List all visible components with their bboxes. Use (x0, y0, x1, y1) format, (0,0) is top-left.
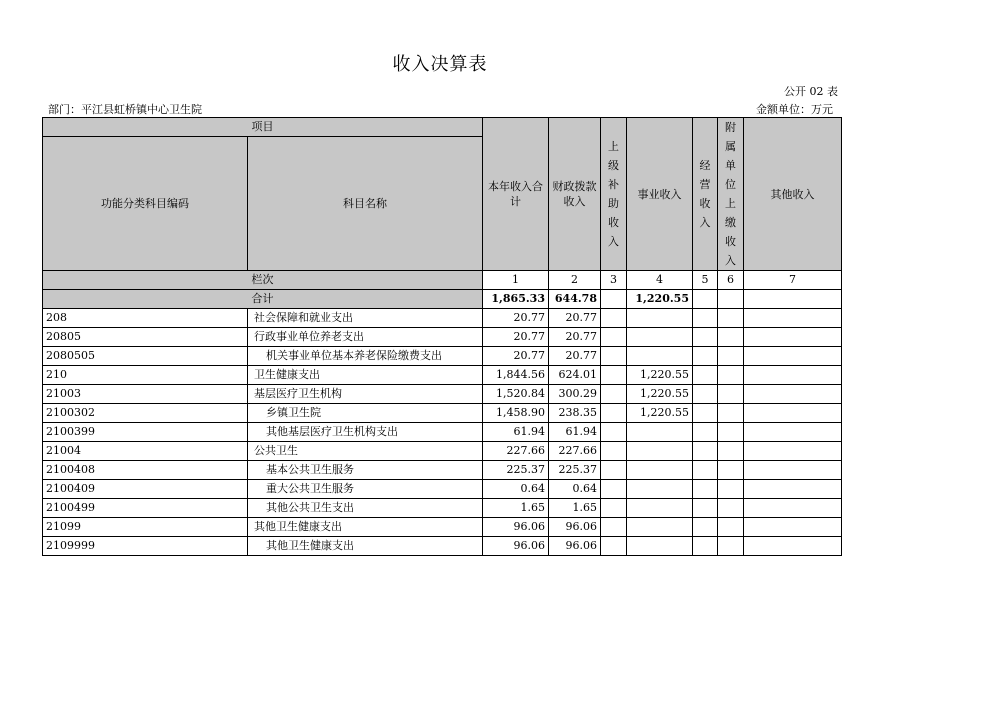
row-superior (601, 366, 627, 385)
row-superior (601, 404, 627, 423)
row-operating (693, 442, 718, 461)
row-code: 21099 (43, 518, 248, 537)
col-number: 2 (549, 271, 601, 290)
row-total: 61.94 (483, 423, 549, 442)
row-subject-name: 其他卫生健康支出 (248, 537, 483, 556)
row-affiliated (718, 423, 744, 442)
row-operating (693, 309, 718, 328)
row-operating (693, 385, 718, 404)
sum-total: 1,865.33 (483, 290, 549, 309)
row-code: 2100409 (43, 480, 248, 499)
row-affiliated (718, 461, 744, 480)
row-other (744, 328, 842, 347)
table-row (43, 499, 842, 518)
row-subject-name: 卫生健康支出 (248, 366, 483, 385)
row-affiliated (718, 328, 744, 347)
row-affiliated (718, 347, 744, 366)
row-code: 210 (43, 366, 248, 385)
row-superior (601, 309, 627, 328)
row-code: 2100408 (43, 461, 248, 480)
row-business: 1,220.55 (627, 385, 693, 404)
row-subject-name: 公共卫生 (248, 442, 483, 461)
sum-label: 合计 (43, 290, 483, 309)
row-fiscal: 20.77 (549, 328, 601, 347)
table-row (43, 328, 842, 347)
row-other (744, 461, 842, 480)
header-superior: 上级补助收入 (601, 118, 627, 271)
row-fiscal: 96.06 (549, 537, 601, 556)
row-operating (693, 347, 718, 366)
row-superior (601, 385, 627, 404)
sum-operating (693, 290, 718, 309)
row-fiscal: 624.01 (549, 366, 601, 385)
row-affiliated (718, 366, 744, 385)
row-other (744, 499, 842, 518)
row-total: 20.77 (483, 328, 549, 347)
row-other (744, 423, 842, 442)
row-business (627, 518, 693, 537)
row-other (744, 518, 842, 537)
header-operating: 经营收入 (693, 118, 718, 271)
row-code: 2100302 (43, 404, 248, 423)
row-total: 1,844.56 (483, 366, 549, 385)
row-fiscal: 238.35 (549, 404, 601, 423)
row-subject-name: 乡镇卫生院 (248, 404, 483, 423)
row-other (744, 366, 842, 385)
row-subject-name: 基本公共卫生服务 (248, 461, 483, 480)
row-superior (601, 423, 627, 442)
row-business: 1,220.55 (627, 404, 693, 423)
col-number: 1 (483, 271, 549, 290)
row-other (744, 309, 842, 328)
amount-unit-label: 金额单位：万元 (756, 103, 833, 116)
table-row (43, 461, 842, 480)
row-fiscal: 20.77 (549, 309, 601, 328)
table-row (43, 404, 842, 423)
row-affiliated (718, 404, 744, 423)
table-row (43, 537, 842, 556)
row-business (627, 461, 693, 480)
header-total: 本年收入合计 (483, 118, 549, 271)
row-code: 2100499 (43, 499, 248, 518)
row-operating (693, 461, 718, 480)
row-superior (601, 499, 627, 518)
table-row (43, 347, 842, 366)
row-code: 2109999 (43, 537, 248, 556)
table-row (43, 442, 842, 461)
header-func-code: 功能分类科目编码 (43, 137, 248, 271)
department-label: 部门：平江县虹桥镇中心卫生院 (48, 103, 202, 116)
row-affiliated (718, 480, 744, 499)
row-fiscal: 61.94 (549, 423, 601, 442)
col-number: 3 (601, 271, 627, 290)
row-code: 2100399 (43, 423, 248, 442)
row-fiscal: 0.64 (549, 480, 601, 499)
row-total: 1.65 (483, 499, 549, 518)
row-total: 1,520.84 (483, 385, 549, 404)
row-business (627, 537, 693, 556)
row-affiliated (718, 537, 744, 556)
row-fiscal: 225.37 (549, 461, 601, 480)
row-total: 227.66 (483, 442, 549, 461)
header-business: 事业收入 (627, 118, 693, 271)
row-subject-name: 其他公共卫生支出 (248, 499, 483, 518)
row-operating (693, 537, 718, 556)
row-business (627, 309, 693, 328)
table-row (43, 309, 842, 328)
header-other: 其他收入 (744, 118, 842, 271)
row-total: 20.77 (483, 309, 549, 328)
row-total: 20.77 (483, 347, 549, 366)
row-superior (601, 442, 627, 461)
row-operating (693, 499, 718, 518)
sum-row (43, 290, 842, 309)
row-superior (601, 347, 627, 366)
row-total: 1,458.90 (483, 404, 549, 423)
row-business (627, 442, 693, 461)
row-total: 96.06 (483, 537, 549, 556)
row-subject-name: 社会保障和就业支出 (248, 309, 483, 328)
sum-affiliated (718, 290, 744, 309)
sum-superior (601, 290, 627, 309)
row-subject-name: 其他基层医疗卫生机构支出 (248, 423, 483, 442)
header-affiliated: 附属单位上缴收入 (718, 118, 744, 271)
row-code: 21003 (43, 385, 248, 404)
row-operating (693, 366, 718, 385)
row-code: 20805 (43, 328, 248, 347)
row-superior (601, 328, 627, 347)
row-operating (693, 328, 718, 347)
row-fiscal: 300.29 (549, 385, 601, 404)
row-fiscal: 1.65 (549, 499, 601, 518)
row-other (744, 442, 842, 461)
column-number-row (43, 271, 842, 290)
row-total: 0.64 (483, 480, 549, 499)
header-subject-name: 科目名称 (248, 137, 483, 271)
header-fiscal: 财政拨款收入 (549, 118, 601, 271)
sum-other (744, 290, 842, 309)
col-number: 5 (693, 271, 718, 290)
row-subject-name: 其他卫生健康支出 (248, 518, 483, 537)
row-business (627, 328, 693, 347)
row-subject-name: 基层医疗卫生机构 (248, 385, 483, 404)
row-other (744, 404, 842, 423)
row-affiliated (718, 385, 744, 404)
row-business (627, 480, 693, 499)
row-superior (601, 537, 627, 556)
row-operating (693, 480, 718, 499)
table-row (43, 480, 842, 499)
row-subject-name: 重大公共卫生服务 (248, 480, 483, 499)
row-total: 225.37 (483, 461, 549, 480)
row-superior (601, 480, 627, 499)
sum-business: 1,220.55 (627, 290, 693, 309)
row-code: 2080505 (43, 347, 248, 366)
header-row-project (43, 118, 842, 137)
row-affiliated (718, 442, 744, 461)
row-other (744, 537, 842, 556)
column-row-label: 栏次 (43, 271, 483, 290)
col-number: 4 (627, 271, 693, 290)
row-other (744, 347, 842, 366)
row-subject-name: 行政事业单位养老支出 (248, 328, 483, 347)
row-affiliated (718, 309, 744, 328)
table-row (43, 366, 842, 385)
row-operating (693, 404, 718, 423)
row-business: 1,220.55 (627, 366, 693, 385)
row-other (744, 480, 842, 499)
row-operating (693, 423, 718, 442)
page-title: 收入决算表 (392, 54, 488, 75)
table-row (43, 385, 842, 404)
row-business (627, 347, 693, 366)
row-business (627, 499, 693, 518)
row-code: 21004 (43, 442, 248, 461)
row-affiliated (718, 518, 744, 537)
row-operating (693, 518, 718, 537)
row-subject-name: 机关事业单位基本养老保险缴费支出 (248, 347, 483, 366)
row-superior (601, 461, 627, 480)
row-fiscal: 20.77 (549, 347, 601, 366)
table-row (43, 423, 842, 442)
header-project: 项目 (43, 118, 483, 137)
row-fiscal: 227.66 (549, 442, 601, 461)
row-affiliated (718, 499, 744, 518)
form-number: 公开 02 表 (784, 85, 838, 98)
row-superior (601, 518, 627, 537)
income-table (42, 117, 842, 556)
col-number: 7 (744, 271, 842, 290)
row-business (627, 423, 693, 442)
sum-fiscal: 644.78 (549, 290, 601, 309)
row-fiscal: 96.06 (549, 518, 601, 537)
row-total: 96.06 (483, 518, 549, 537)
row-other (744, 385, 842, 404)
col-number: 6 (718, 271, 744, 290)
row-code: 208 (43, 309, 248, 328)
table-row (43, 518, 842, 537)
